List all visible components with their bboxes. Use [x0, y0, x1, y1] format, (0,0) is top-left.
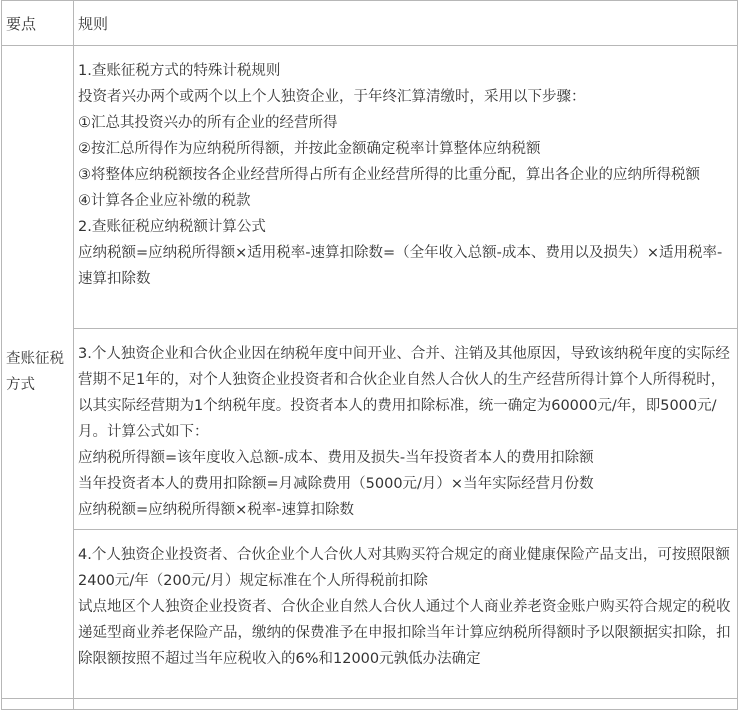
rule-line: ③将整体应纳税额按各企业经营所得占所有企业经营所得的比重分配，算出各企业的应纳所得税额 — [78, 167, 700, 183]
table-row-partial — [2, 699, 738, 710]
rule-line: 应纳税额=应纳税所得额×税率-速算扣除数 — [78, 502, 355, 518]
table-row — [2, 530, 738, 699]
rule-section-1 — [74, 46, 738, 329]
key-label-cell — [2, 46, 74, 699]
table-cell-empty — [2, 699, 74, 710]
key-label: 查账征税方式 — [6, 351, 64, 393]
rule-section-3 — [74, 530, 738, 699]
header-key: 要点 — [2, 1, 74, 46]
table-row — [2, 329, 738, 530]
rule-section-2 — [74, 329, 738, 530]
rules-table — [1, 0, 738, 710]
rule-line: ④计算各企业应补缴的税款 — [78, 193, 251, 209]
table-row — [2, 46, 738, 329]
rule-line: 试点地区个人独资企业投资者、合伙企业自然人合伙人通过个人商业养老资金账户购买符合规定的税收递延型商业养老保险产品，缴纳的保费准予在申报扣除当年计算应纳税所得额时予以限额据实扣除，扣除限额按照不超过当年应税收入的6%和12000元孰低办法确定 — [78, 599, 731, 667]
table-header-row — [2, 1, 738, 46]
rule-line: 1.查账征税方式的特殊计税规则 — [78, 63, 281, 79]
header-rule: 规则 — [74, 1, 738, 46]
rule-line: 应纳税所得额=该年度收入总额-成本、费用及损失-当年投资者本人的费用扣除额 — [78, 450, 594, 466]
rule-line: 当年投资者本人的费用扣除额=月减除费用（5000元/月）×当年实际经营月份数 — [78, 476, 594, 492]
rule-line: 投资者兴办两个或两个以上个人独资企业，于年终汇算清缴时，采用以下步骤： — [78, 89, 586, 105]
rule-line: ①汇总其投资兴办的所有企业的经营所得 — [78, 115, 338, 131]
rule-line: ②按汇总所得作为应纳税所得额，并按此金额确定税率计算整体应纳税额 — [78, 141, 541, 157]
rule-line: 2.查账征税应纳税额计算公式 — [78, 219, 266, 235]
rule-line: 3.个人独资企业和合伙企业因在纳税年度中间开业、合并、注销及其他原因，导致该纳税年度的实际经营期不足1年的，对个人独资企业投资者和合伙企业自然人合伙人的生产经营所得计算个人所得税时，以其实际经营期为1个纳税年度。投资者本人的费用扣除标准，统一确定为60000元/年，即5000元/月。计算公式如下： — [78, 346, 730, 440]
table-cell-empty — [74, 699, 738, 710]
rule-line: 4.个人独资企业投资者、合伙企业个人合伙人对其购买符合规定的商业健康保险产品支出，可按照限额2400元/年（200元/月）规定标准在个人所得税前扣除 — [78, 547, 730, 589]
rule-line: 应纳税额=应纳税所得额×适用税率-速算扣除数=（全年收入总额-成本、费用以及损失）×适用税率-速算扣除数 — [78, 245, 723, 287]
